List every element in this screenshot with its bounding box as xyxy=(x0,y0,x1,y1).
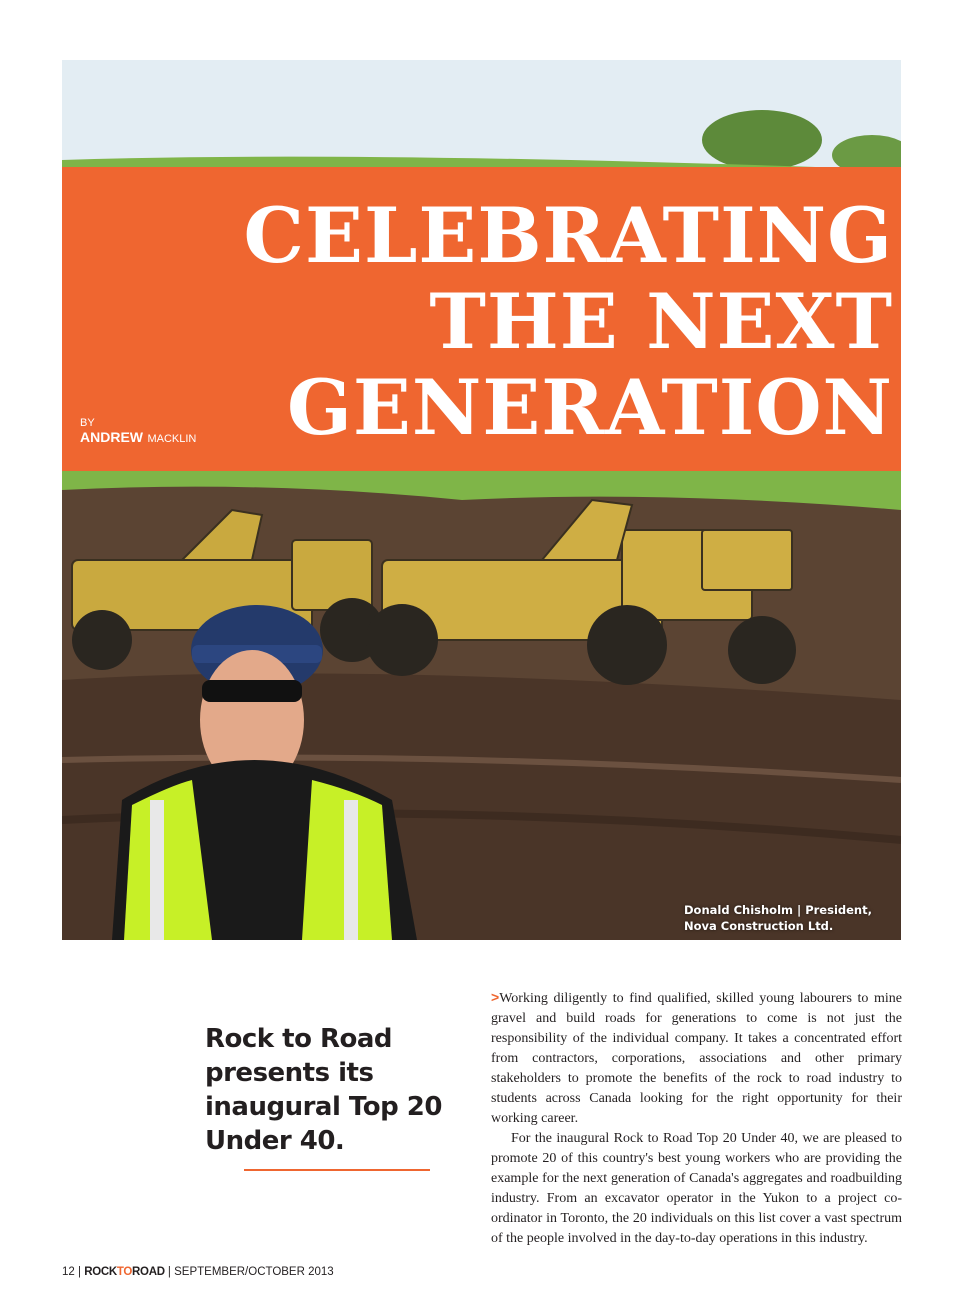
title-line-3: GENERATION xyxy=(287,363,893,452)
lead-marker: > xyxy=(491,989,500,1005)
article-paragraph-1 xyxy=(491,987,902,1129)
title-line-1: CELEBRATING xyxy=(243,191,893,280)
title-banner xyxy=(62,167,901,471)
author-last-name: MACKLIN xyxy=(147,433,197,445)
footer-separator-2: | xyxy=(167,1266,171,1278)
article-paragraph-2: For the inaugural Rock to Road Top 20 Under 40, we are pleased to promote 20 of this country's best young workers who are providing the example for the next generation of Canada's aggregates and roadbuilding industry. From an excavator operator in the Yukon to a project co-ordinator in Toronto, the 20 individuals on this list cover a vast spectrum of the people involved in the day-to-day operations in this industry. xyxy=(491,1131,902,1246)
byline xyxy=(80,417,196,447)
author-first-name: ANDREW xyxy=(80,429,143,445)
footer-separator-1: | xyxy=(78,1266,81,1278)
page-footer xyxy=(62,1266,334,1278)
magazine-logo xyxy=(84,1266,165,1278)
brand-rock: ROCK xyxy=(84,1266,117,1278)
brand-to: TO xyxy=(116,1266,133,1278)
article-title xyxy=(193,193,893,451)
article-body xyxy=(491,987,902,1249)
page-number: 12 xyxy=(62,1266,75,1278)
deck-divider xyxy=(244,1169,430,1171)
article-deck: Rock to Road presents its inaugural Top 20 Under 40. xyxy=(205,1024,442,1156)
brand-road: ROAD xyxy=(132,1266,165,1278)
title-line-2: THE NEXT xyxy=(429,277,893,366)
paragraph-1-text: Working diligently to find qualified, skilled young labourers to mine gravel and build roads for generations to come is not just the responsibility of the individual company. It takes a concentrated effort from contractors, corporations, associations and other primary stakeholders to promote the benefits of the rock to road industry to students across Canada looking for the right opportunity for their working career. xyxy=(491,991,902,1126)
photo-caption: Donald Chisholm | President, Nova Construction Ltd. xyxy=(684,903,872,933)
byline-prefix: BY xyxy=(80,417,95,429)
issue-date: SEPTEMBER/OCTOBER 2013 xyxy=(174,1266,334,1278)
